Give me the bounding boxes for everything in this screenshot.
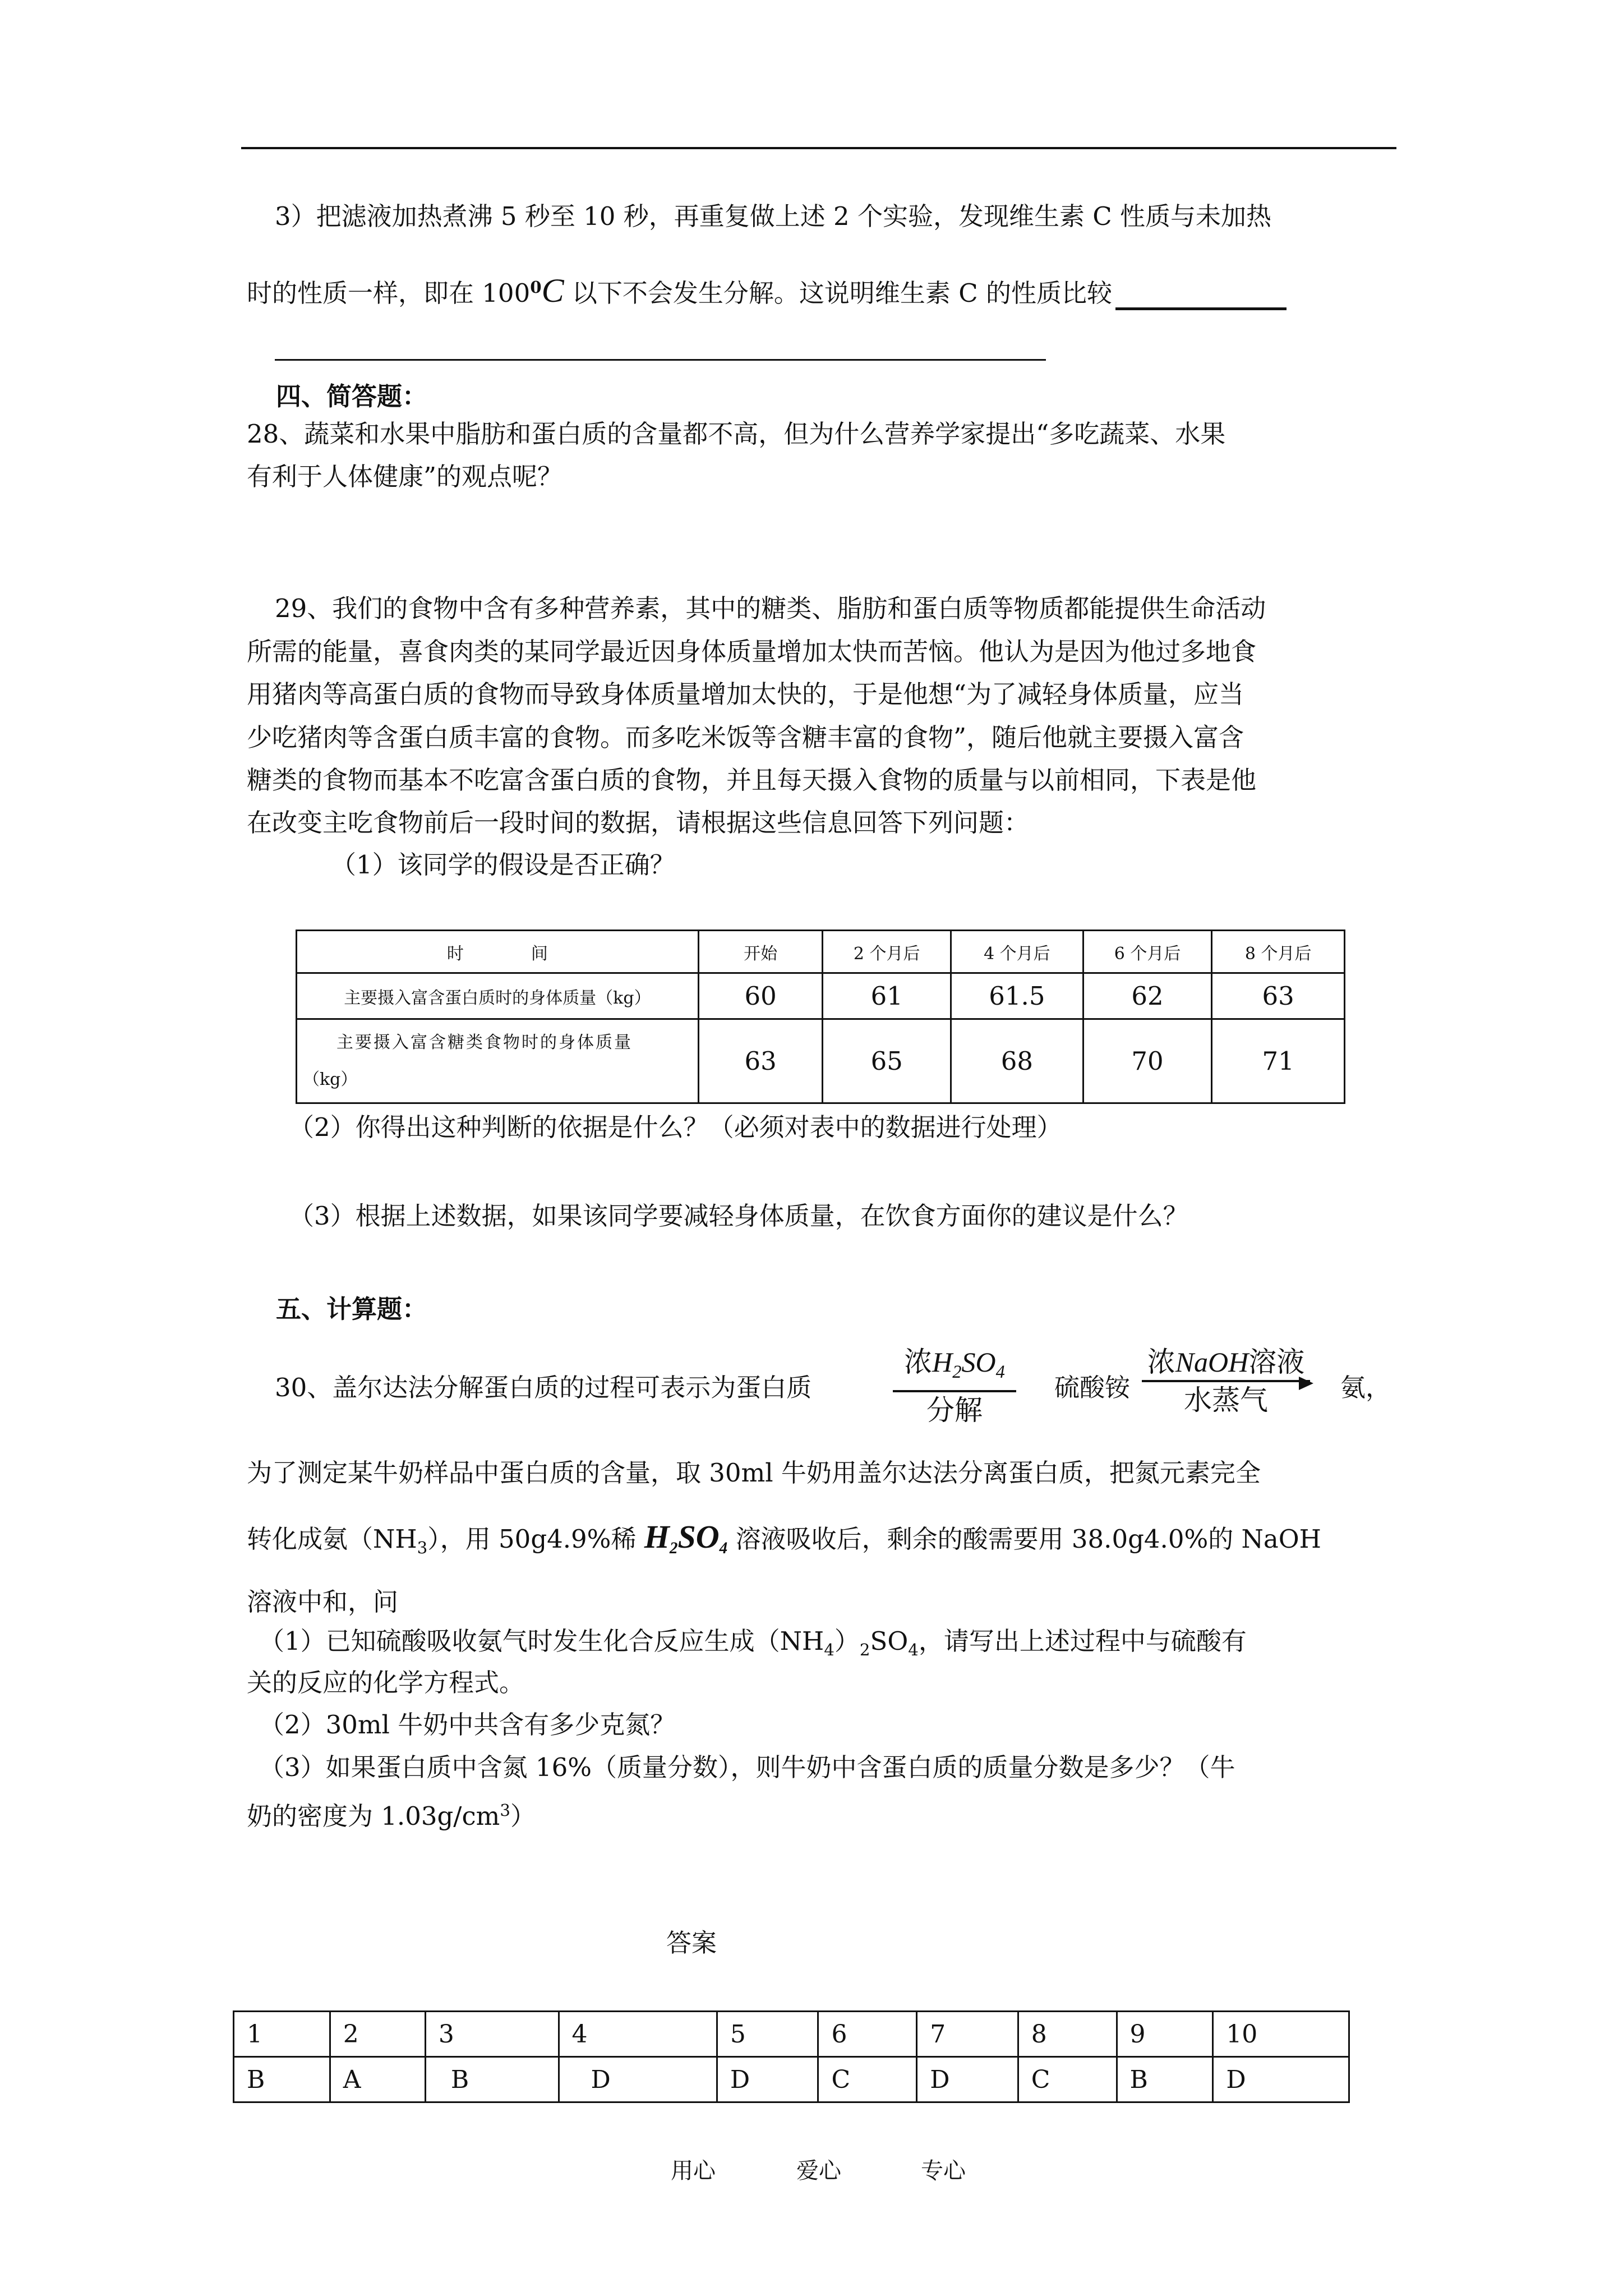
reaction-condition-2-top: 浓NaOH溶液 — [1147, 1346, 1305, 1378]
reaction-condition-1-top: 浓$H_2SO_4$ — [904, 1346, 1005, 1382]
q29-line5: 糖类的食物而基本不吃富含蛋白质的食物，并且每天摄入食物的质量与以前相同，下表是他 — [247, 765, 1257, 795]
header-8-months: 8 个月后 — [1212, 931, 1345, 973]
q30-sub2: （2）30ml 牛奶中共含有多少克氮？ — [259, 1710, 676, 1740]
answer-number: 10 — [1213, 2012, 1349, 2057]
answer-letter: B — [425, 2057, 559, 2102]
answer-number: 9 — [1117, 2012, 1213, 2057]
table-cell: 63 — [1212, 973, 1345, 1019]
answer-letter: D — [1213, 2057, 1349, 2102]
answer-number: 6 — [818, 2012, 917, 2057]
table-cell: 60 — [698, 973, 823, 1019]
answer-number: 1 — [234, 2012, 330, 2057]
q30-line2: 为了测定某牛奶样品中蛋白质的含量，取 30ml 牛奶用盖尔达法分离蛋白质，把氮元素完全 — [247, 1458, 1261, 1488]
arrowhead-icon — [1299, 1377, 1313, 1390]
header-time: 时 间 — [297, 931, 699, 973]
answers-title: 答案 — [666, 1928, 717, 1958]
table-cell: 63 — [698, 1019, 823, 1103]
header-4-months: 4 个月后 — [951, 931, 1083, 973]
q29-sub3: （3）根据上述数据，如果该同学要减轻身体质量，在饮食方面你的建议是什么？ — [289, 1201, 1188, 1231]
q29-line3: 用猪肉等高蛋白质的食物而导致身体质量增加太快的，于是他想“为了减轻身体质量，应当 — [247, 679, 1244, 709]
answer-letter: A — [330, 2057, 425, 2102]
q30-sub3-line2: 奶的密度为 $1.03g/cm^3$） — [247, 1801, 536, 1831]
answer-letter: B — [234, 2057, 330, 2102]
answer-number: 2 — [330, 2012, 425, 2057]
section4-title: 四、简答题： — [276, 381, 428, 411]
table-cell: 71 — [1212, 1019, 1345, 1103]
q30-line4: 溶液中和，问 — [247, 1587, 399, 1617]
q29-line4: 少吃猪肉等含蛋白质丰富的食物。而多吃米饭等含糖丰富的食物”，随后他就主要摄入富含 — [247, 723, 1244, 752]
footer-item-3: 专心 — [921, 2158, 966, 2184]
answer-letter: B — [1117, 2057, 1213, 2102]
row-label-sugar: 主要摄入富含糖类食物时的身体质量 （kg） — [297, 1019, 699, 1103]
table-cell: 62 — [1083, 973, 1212, 1019]
answer-number-row — [234, 2012, 1349, 2057]
q27-part3-line2: 时的性质一样，即在 $100^0C$ 以下不会发生分解。这说明维生素 C 的性质比较 — [247, 270, 1287, 310]
q29-line2: 所需的能量，喜食肉类的某同学最近因身体质量增加太快而苦恼。他认为是因为他过多地食 — [247, 637, 1257, 666]
table-cell: 61.5 — [951, 973, 1083, 1019]
header-6-months: 6 个月后 — [1083, 931, 1212, 973]
table-cell: 65 — [823, 1019, 951, 1103]
answer-letter: C — [1018, 2057, 1117, 2102]
table-row-protein — [297, 973, 1345, 1019]
footer-item-2: 爱心 — [796, 2158, 841, 2184]
header-rule — [241, 147, 1396, 149]
q29-sub1: （1）该同学的假设是否正确？ — [331, 850, 675, 880]
answer-letter: D — [717, 2057, 818, 2102]
answer-number: 8 — [1018, 2012, 1117, 2057]
q29-line6: 在改变主吃食物前后一段时间的数据，请根据这些信息回答下列问题： — [247, 808, 1030, 838]
table-cell: 61 — [823, 973, 951, 1019]
q30-sub3-line1: （3）如果蛋白质中含氮 16%（质量分数），则牛奶中含蛋白质的质量分数是多少？（牛 — [259, 1752, 1235, 1782]
answer-blank-line[interactable] — [275, 359, 1046, 361]
table-row-sugar — [297, 1019, 1345, 1103]
answer-number: 4 — [559, 2012, 717, 2057]
q30-intro: 30、盖尔达法分解蛋白质的过程可表示为蛋白质 — [275, 1373, 812, 1402]
q29-line1: 29、我们的食物中含有多种营养素，其中的糖类、脂肪和蛋白质等物质都能提供生命活动 — [275, 593, 1266, 623]
q29-sub2: （2）你得出这种判断的依据是什么？（必须对表中的数据进行处理） — [289, 1112, 1062, 1142]
q30-ammonium-sulfate: 硫酸铵 — [1054, 1373, 1131, 1402]
answer-blank[interactable] — [1115, 279, 1287, 310]
reaction-arrow-2 — [1142, 1344, 1310, 1418]
answer-letter-row — [234, 2057, 1349, 2102]
table-cell: 70 — [1083, 1019, 1212, 1103]
q28-line2: 有利于人体健康”的观点呢？ — [247, 462, 563, 491]
table-header-row — [297, 931, 1345, 973]
answer-number: 5 — [717, 2012, 818, 2057]
reaction-condition-1-bottom: 分解 — [926, 1394, 983, 1427]
footer-item-1: 用心 — [671, 2158, 716, 2184]
answer-letter: D — [917, 2057, 1018, 2102]
header-start: 开始 — [698, 931, 823, 973]
section5-title: 五、计算题： — [276, 1294, 428, 1324]
table-cell: 68 — [951, 1019, 1083, 1103]
q30-ammonia: 氨， — [1340, 1373, 1391, 1402]
reaction-condition-2-bottom: 水蒸气 — [1184, 1384, 1268, 1416]
weight-table — [296, 930, 1345, 1104]
header-2-months: 2 个月后 — [823, 931, 951, 973]
q28-line1: 28、蔬菜和水果中脂肪和蛋白质的含量都不高，但为什么营养学家提出“多吃蔬菜、水果 — [247, 419, 1226, 449]
answer-table — [233, 2010, 1350, 2103]
q30-sub1-line1: （1）已知硫酸吸收氨气时发生化合反应生成$(NH_4)_2SO_4$，请写出上述过程中与硫酸有 — [259, 1626, 1247, 1659]
q27-part3-line1: 3）把滤液加热煮沸 5 秒至 10 秒，再重复做上述 2 个实验，发现维生素 C 性质与未加热 — [275, 201, 1272, 231]
answer-number: 7 — [917, 2012, 1018, 2057]
q30-sub1-line2: 关的反应的化学方程式。 — [247, 1668, 525, 1697]
answer-number: 3 — [425, 2012, 559, 2057]
answer-letter: D — [559, 2057, 717, 2102]
q30-line3: 转化成氨$(NH_3)$，用 50g4.9%稀 $H_2SO_4$ 溶液吸收后，剩余的酸需要用 38.0g4.0%的 NaOH — [247, 1519, 1321, 1557]
reaction-arrow-1 — [893, 1344, 1016, 1428]
row-label-protein: 主要摄入富含蛋白质时的身体质量（kg） — [297, 973, 699, 1019]
answer-letter: C — [818, 2057, 917, 2102]
